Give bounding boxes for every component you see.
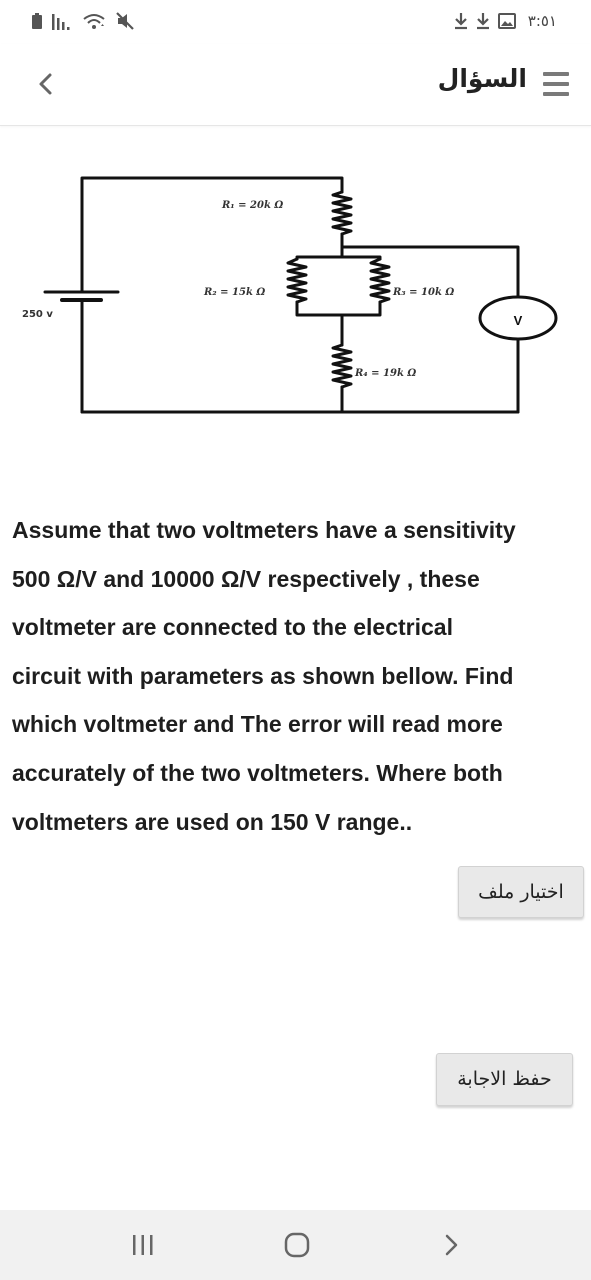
question-line: 500 Ω/V and 10000 Ω/V respectively , these bbox=[12, 565, 480, 592]
status-right-icons bbox=[454, 10, 557, 32]
voltmeter-label: V bbox=[513, 313, 523, 328]
home-icon bbox=[282, 1230, 312, 1260]
recent-apps-button[interactable] bbox=[128, 1230, 158, 1260]
question-line: voltmeter are connected to the electrical bbox=[12, 614, 453, 641]
wifi-icon bbox=[82, 12, 106, 30]
home-button[interactable] bbox=[282, 1230, 312, 1260]
download-icon bbox=[454, 12, 468, 30]
image-icon bbox=[498, 13, 516, 29]
menu-icon bbox=[543, 72, 569, 76]
resistor-r4 bbox=[333, 345, 351, 387]
r1-label: R₁ = 20k Ω bbox=[222, 200, 284, 211]
r3-label: R₃ = 10k Ω bbox=[393, 287, 455, 298]
resistor-r1 bbox=[333, 192, 351, 234]
back-button[interactable] bbox=[30, 68, 62, 100]
page-title: السؤال bbox=[437, 64, 527, 93]
mute-icon bbox=[116, 12, 134, 30]
system-nav-bar bbox=[0, 1210, 591, 1280]
back-icon bbox=[436, 1230, 466, 1260]
status-bar bbox=[0, 0, 591, 44]
menu-icon-bar bbox=[543, 82, 569, 86]
question-line: accurately of the two voltmeters. Where both bbox=[12, 759, 503, 786]
question-text bbox=[12, 506, 572, 846]
save-answer-button[interactable]: حفظ الاجابة bbox=[436, 1053, 573, 1106]
status-time: ٣:٥١ bbox=[527, 12, 557, 30]
r4-label: R₄ = 19k Ω bbox=[355, 368, 417, 379]
system-back-button[interactable] bbox=[436, 1230, 466, 1260]
choose-file-button[interactable]: اختيار ملف bbox=[458, 866, 584, 918]
wire-parallel-bottom bbox=[297, 302, 380, 315]
question-line: Assume that two voltmeters have a sensitivity bbox=[12, 517, 516, 543]
app-bar bbox=[0, 44, 591, 126]
download-icon bbox=[476, 12, 490, 30]
circuit-diagram bbox=[0, 165, 591, 435]
status-left-icons bbox=[32, 10, 134, 32]
r2-label: R₂ = 15k Ω bbox=[204, 287, 266, 298]
question-line: voltmeters are used on 150 V range.. bbox=[12, 808, 413, 835]
signal-icon bbox=[52, 12, 72, 30]
chevron-left-icon bbox=[30, 68, 62, 100]
menu-icon-bar bbox=[543, 92, 569, 96]
source-label: 250 v bbox=[22, 309, 53, 320]
menu-button[interactable] bbox=[541, 70, 571, 98]
resistor-r2 bbox=[288, 259, 306, 302]
resistor-r3 bbox=[371, 259, 389, 302]
recent-apps-icon bbox=[128, 1230, 158, 1260]
wire-parallel-top bbox=[297, 257, 380, 259]
battery-icon bbox=[32, 13, 42, 29]
question-line: which voltmeter and The error will read more bbox=[12, 711, 503, 738]
question-line: circuit with parameters as shown bellow. Find bbox=[12, 662, 514, 689]
